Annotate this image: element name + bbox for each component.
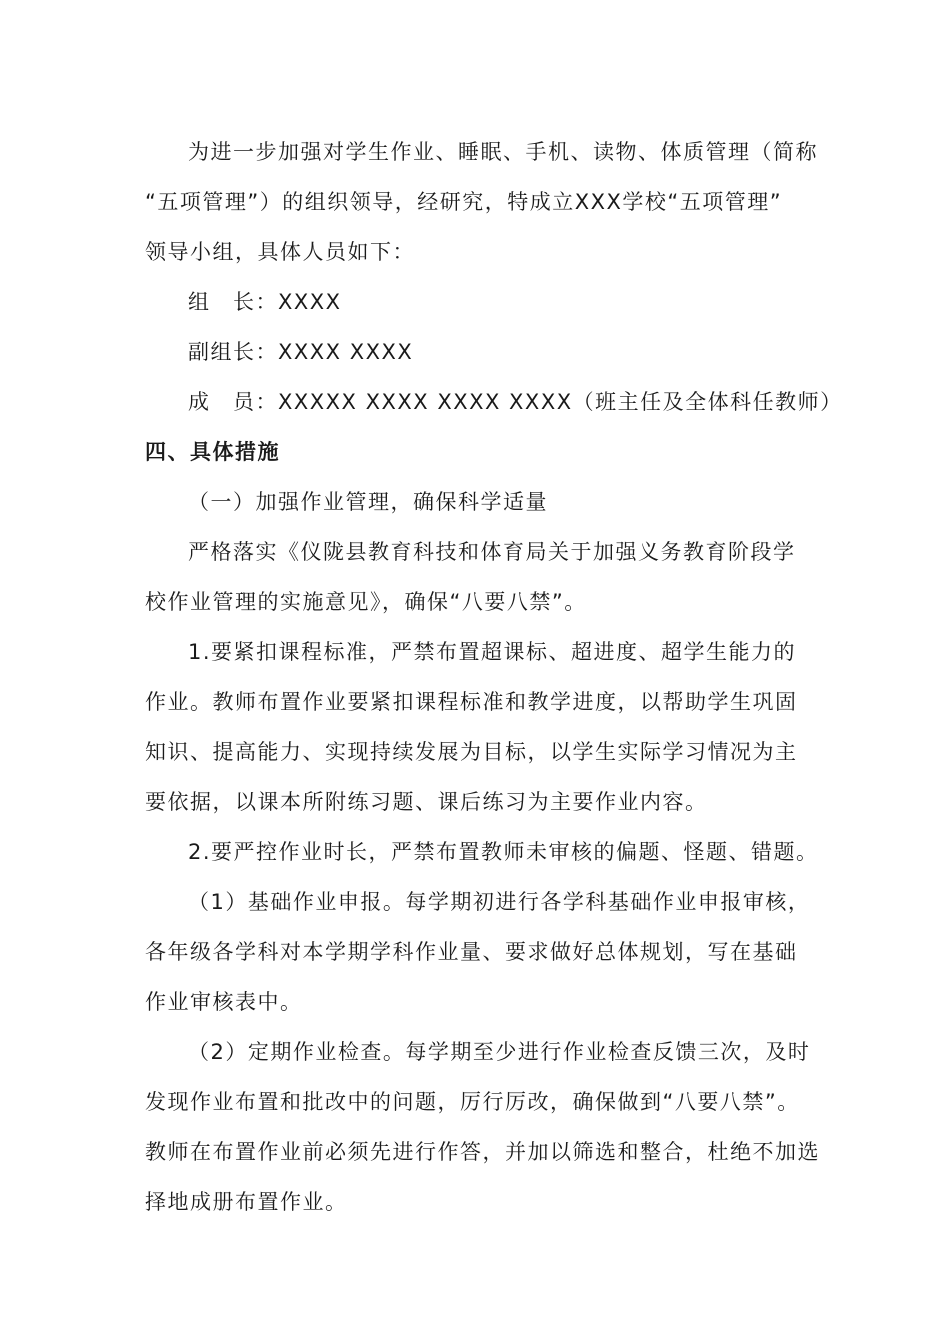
section-heading: 四、具体措施: [145, 440, 280, 464]
paragraph-line: 1.要紧扣课程标准，严禁布置超课标、超进度、超学生能力的: [188, 640, 797, 664]
paragraph-line: 发现作业布置和批改中的问题，厉行厉改，确保做到“八要八禁”。: [145, 1090, 800, 1114]
deputy-leader-line: 副组长：XXXX XXXX: [188, 340, 414, 364]
leader-line: 组 长：XXXX: [188, 290, 342, 314]
paragraph-line: 教师在布置作业前必须先进行作答，并加以筛选和整合，杜绝不加选: [145, 1140, 820, 1164]
paragraph-line: 择地成册布置作业。: [145, 1190, 348, 1214]
paragraph-line: 要依据，以课本所附练习题、课后练习为主要作业内容。: [145, 790, 708, 814]
paragraph-line: （2）定期作业检查。每学期至少进行作业检查反馈三次，及时: [188, 1040, 811, 1064]
paragraph-line: 领导小组，具体人员如下：: [145, 240, 415, 264]
paragraph-line: 严格落实《仪陇县教育科技和体育局关于加强义务教育阶段学: [188, 540, 796, 564]
paragraph-line: 校作业管理的实施意见》，确保“八要八禁”。: [145, 590, 587, 614]
paragraph-line: （1）基础作业申报。每学期初进行各学科基础作业申报审核，: [188, 890, 811, 914]
paragraph-line: 作业审核表中。: [145, 990, 303, 1014]
members-line: 成 员：XXXXX XXXX XXXX XXXX（班主任及全体科任教师）: [188, 390, 843, 414]
paragraph-line: 2.要严控作业时长，严禁布置教师未审核的偏题、怪题、错题。: [188, 840, 819, 864]
paragraph-line: 为进一步加强对学生作业、睡眠、手机、读物、体质管理（简称: [188, 140, 818, 164]
paragraph-line: “五项管理”）的组织领导，经研究，特成立XXX学校“五项管理”: [145, 190, 783, 214]
subsection-heading: （一）加强作业管理，确保科学适量: [188, 490, 548, 514]
paragraph-line: 知识、提高能力、实现持续发展为目标，以学生实际学习情况为主: [145, 740, 798, 764]
paragraph-line: 各年级各学科对本学期学科作业量、要求做好总体规划，写在基础: [145, 940, 798, 964]
paragraph-line: 作业。教师布置作业要紧扣课程标准和教学进度，以帮助学生巩固: [145, 690, 798, 714]
